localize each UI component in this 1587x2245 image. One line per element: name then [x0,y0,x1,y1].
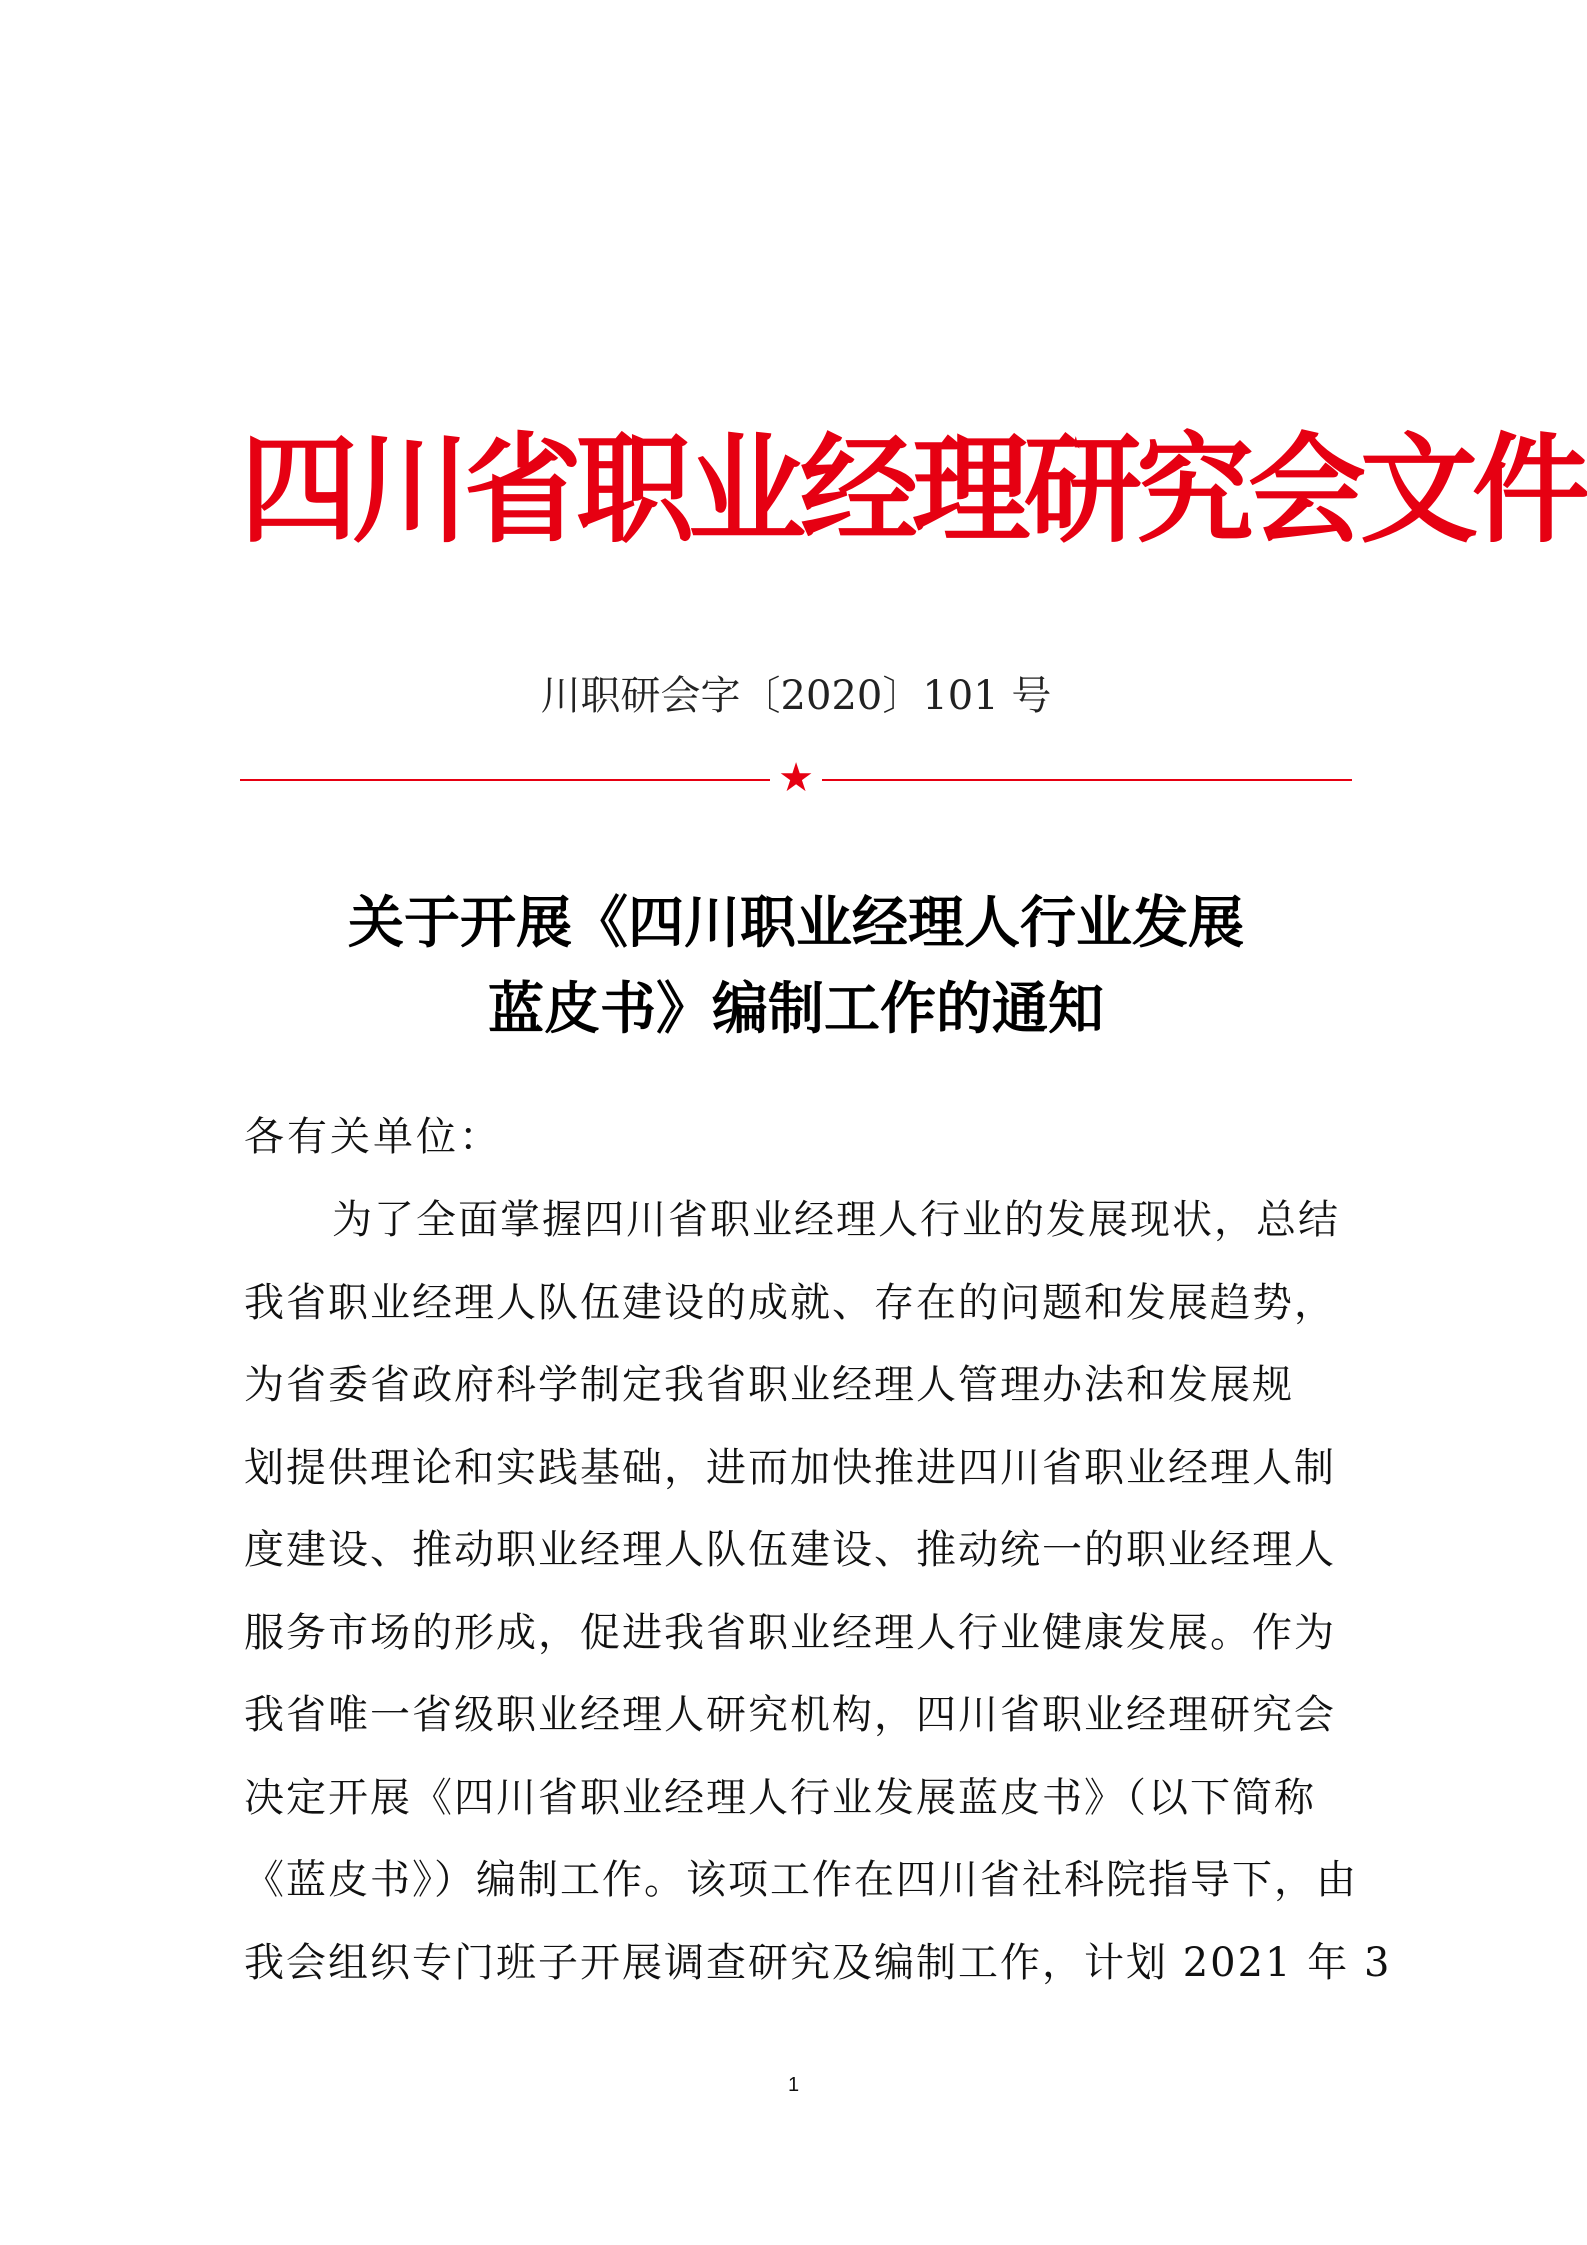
body-line: 度建设、推动职业经理人队伍建设、推动统一的职业经理人 [244,1527,1336,1573]
red-divider [240,755,1352,801]
body-line: 决定开展《四川省职业经理人行业发展蓝皮书》（以下简称 [244,1774,1316,1821]
body-line: 《蓝皮书》）编制工作。该项工作在四川省社科院指导下，由 [244,1857,1358,1903]
star-icon: ★ [778,755,814,801]
body-line: 我省职业经理人队伍建设的成就、存在的问题和发展趋势， [244,1279,1336,1326]
body-line: 为了全面掌握四川省职业经理人行业的发展现状，总结 [332,1197,1340,1243]
divider-line-left [240,779,770,781]
page-number: 1 [787,2074,800,2096]
body-line: 划提供理论和实践基础，进而加快推进四川省职业经理人制 [244,1444,1336,1491]
body-line: 我会组织专门班子开展调查研究及编制工作，计划 2021 年 3 [244,1939,1392,1986]
body-paragraph [244,1190,1392,2015]
notice-title [240,880,1352,1052]
notice-title-line: 蓝皮书》编制工作的通知 [488,976,1104,1042]
salutation: 各有关单位： [244,1114,502,1160]
divider-line-right [822,779,1352,781]
body-line: 为省委省政府科学制定我省职业经理人管理办法和发展规 [244,1362,1294,1408]
body-line: 我省唯一省级职业经理人研究机构，四川省职业经理研究会 [244,1692,1336,1738]
notice-title-line: 关于开展《四川职业经理人行业发展 [348,890,1244,956]
org-header-title: 四川省职业经理研究会文件 [240,420,1585,559]
body-line: 服务市场的形成，促进我省职业经理人行业健康发展。作为 [244,1609,1336,1656]
document-number: 川职研会字〔2020〕101 号 [540,673,1052,719]
